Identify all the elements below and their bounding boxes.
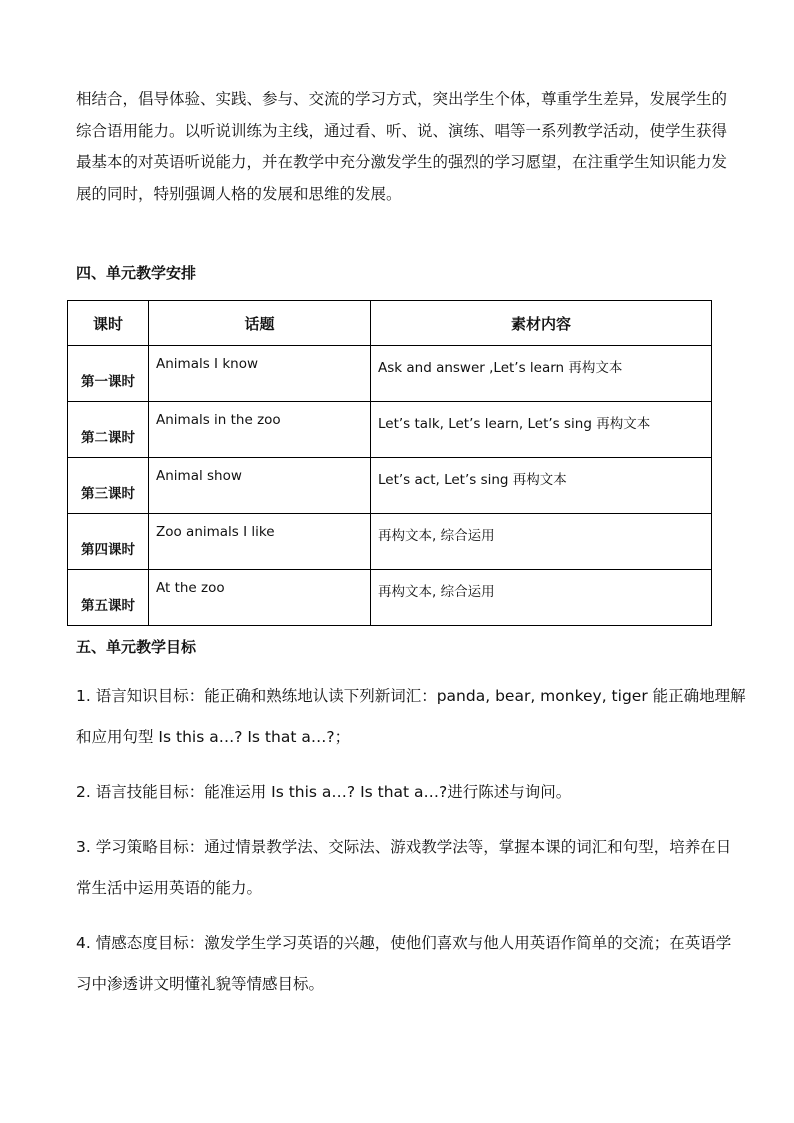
intro-line: 相结合，倡导体验、实践、参与、交流的学习方式，突出学生个体，尊重学生差异，发展学生的: [76, 90, 728, 108]
table-row: [68, 458, 712, 514]
topic-cell: Animal show: [149, 458, 371, 514]
material-cell: 再构文本, 综合运用: [371, 570, 712, 626]
table-row: [68, 402, 712, 458]
material-cell: Let’s talk, Let’s learn, Let’s sing 再构文本: [371, 402, 712, 458]
goal-learning-strategy: [76, 827, 752, 909]
intro-paragraph: [76, 84, 748, 211]
material-cell: Ask and answer ,Let’s learn 再构文本: [371, 346, 712, 402]
goal-line: 习中渗透讲文明懂礼貌等情感目标。: [76, 975, 325, 993]
lesson-cell: 第四课时: [68, 514, 149, 570]
header-material: 素材内容: [371, 301, 712, 346]
section-heading-schedule: 四、单元教学安排: [76, 264, 197, 282]
goal-language-knowledge: [76, 676, 752, 758]
topic-cell: Animals I know: [149, 346, 371, 402]
intro-line: 最基本的对英语听说能力，并在教学中充分激发学生的强烈的学习愿望，在注重学生知识能力发: [76, 153, 728, 172]
lesson-schedule-table: [67, 300, 712, 626]
table-header-row: [68, 301, 712, 346]
lesson-cell: 第三课时: [68, 458, 149, 514]
goal-line: 4. 情感态度目标：激发学生学习英语的兴趣，使他们喜欢与他人用英语作简单的交流；在英语学: [76, 934, 732, 952]
lesson-cell: 第二课时: [68, 402, 149, 458]
section-heading-goals: 五、单元教学目标: [76, 638, 197, 656]
header-lesson: 课时: [68, 301, 149, 346]
table-row: [68, 346, 712, 402]
topic-cell: Zoo animals I like: [149, 514, 371, 570]
intro-line: 展的同时，特别强调人格的发展和思维的发展。: [76, 185, 402, 204]
lesson-cell: 第一课时: [68, 346, 149, 402]
table-row: [68, 570, 712, 626]
goal-emotion-attitude: [76, 923, 752, 1005]
material-cell: 再构文本, 综合运用: [371, 514, 712, 570]
goal-line: 和应用句型 Is this a…? Is that a…?；: [76, 728, 351, 746]
goal-line: 3. 学习策略目标：通过情景教学法、交际法、游戏教学法等，掌握本课的词汇和句型，培养在日: [76, 838, 732, 856]
header-topic: 话题: [149, 301, 371, 346]
material-cell: Let’s act, Let’s sing 再构文本: [371, 458, 712, 514]
goal-line: 1. 语言知识目标：能正确和熟练地认读下列新词汇：panda, bear, monkey, tiger 能正确地理解: [76, 687, 746, 705]
lesson-cell: 第五课时: [68, 570, 149, 626]
intro-line: 综合语用能力。以听说训练为主线，通过看、听、说、演练、唱等一系列教学活动，使学生获得: [76, 121, 728, 140]
topic-cell: At the zoo: [149, 570, 371, 626]
topic-cell: Animals in the zoo: [149, 402, 371, 458]
table-row: [68, 514, 712, 570]
goal-line: 2. 语言技能目标：能准运用 Is this a…? Is that a…?进行陈述与询问。: [76, 783, 572, 801]
goal-language-skills: [76, 772, 752, 813]
goal-line: 常生活中运用英语的能力。: [76, 879, 263, 897]
